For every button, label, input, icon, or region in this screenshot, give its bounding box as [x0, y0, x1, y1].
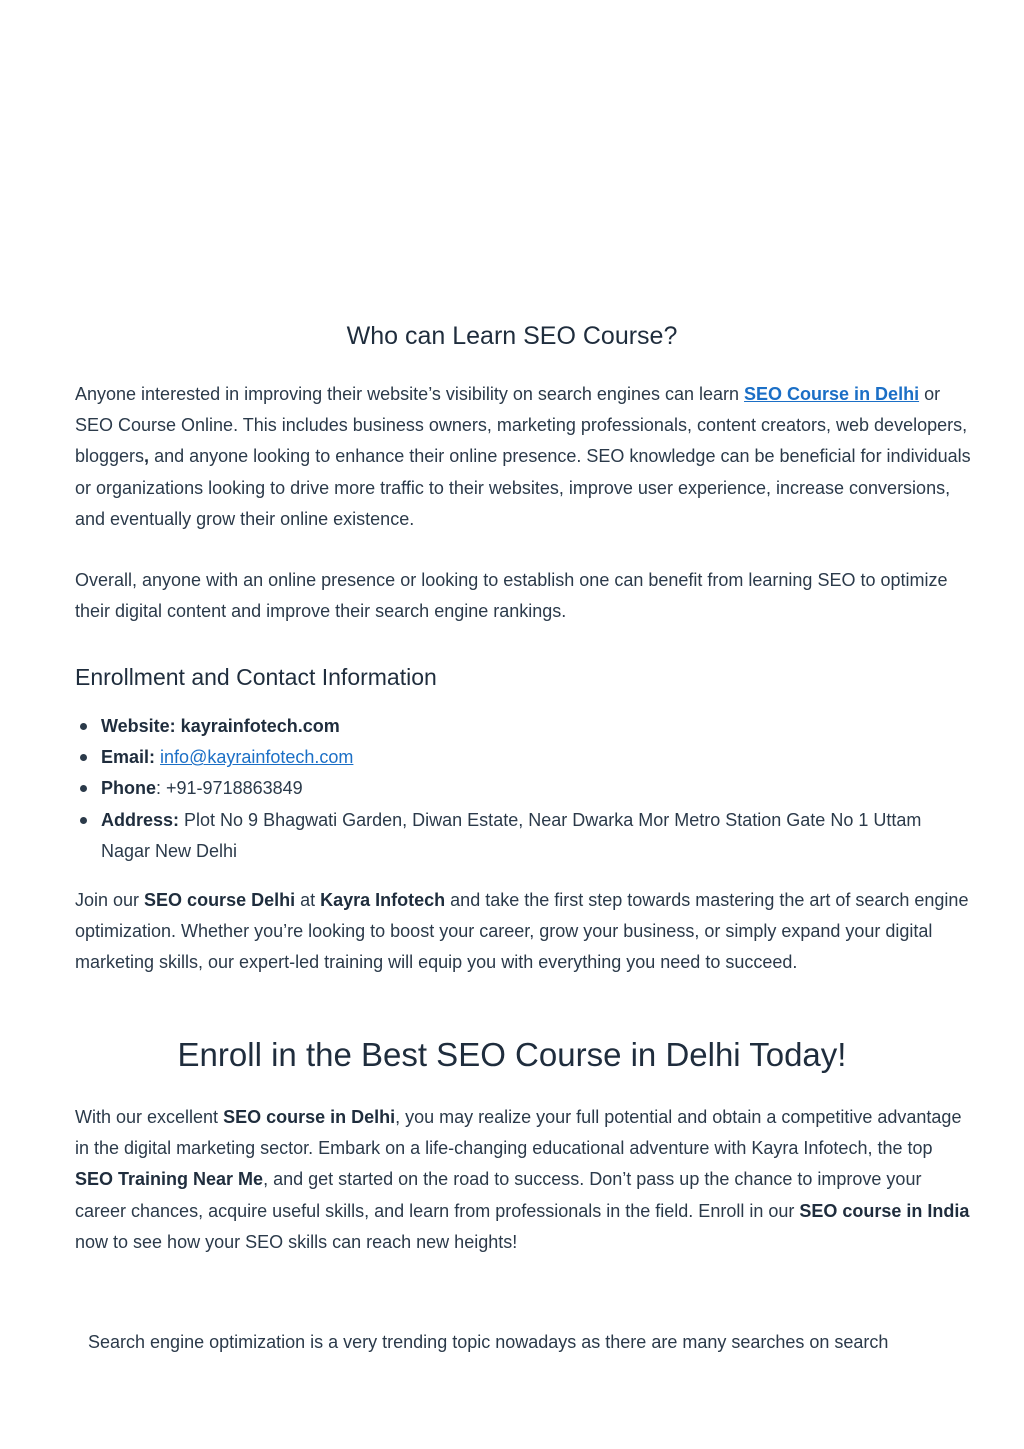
- join-bold-course: SEO course Delhi: [144, 890, 296, 910]
- enroll-bold-2: SEO Training Near Me: [75, 1169, 264, 1190]
- enrollment-heading: Enrollment and Contact Information: [75, 664, 437, 690]
- who-can-learn-heading: Who can Learn SEO Course?: [346, 322, 678, 350]
- address-label: Address:: [101, 809, 180, 830]
- phone-label: Phone: [101, 778, 157, 799]
- p1-text-end: and anyone looking to enhance their online presence. SEO knowledge can be beneficial for individuals or organizations looking to drive more traffic to their websites, improve user experience, increase conversions, and eventually grow their online existence.: [75, 446, 971, 529]
- join-text-start: Join our: [75, 890, 145, 910]
- bullet-icon: [80, 754, 87, 761]
- seo-course-delhi-link[interactable]: SEO Course in Delhi: [744, 384, 920, 404]
- bullet-icon: [80, 785, 87, 792]
- enroll-text-1: With our excellent: [75, 1107, 224, 1127]
- email-label: Email:: [101, 747, 156, 768]
- join-bold-company: Kayra Infotech: [320, 890, 446, 910]
- p1-text-start: Anyone interested in improving their website’s visibility on search engines can learn: [75, 384, 745, 404]
- enroll-bold-3: SEO course in India: [799, 1200, 970, 1221]
- bullet-icon: [80, 723, 87, 730]
- enroll-text-4: now to see how your SEO skills can reach new heights!: [75, 1231, 518, 1252]
- enroll-today-heading: Enroll in the Best SEO Course in Delhi Today!: [177, 1036, 847, 1073]
- list-item-email: [75, 742, 975, 773]
- list-item-address: [75, 805, 975, 867]
- enroll-bold-1: SEO course in Delhi: [223, 1107, 396, 1127]
- phone-value: : +91-9718863849: [156, 778, 303, 799]
- overall-paragraph: Overall, anyone with an online presence or looking to establish one can benefit from learning SEO to optimize their digital content and improve their search engine rankings.: [75, 570, 948, 622]
- p1-bold-comma: ,: [144, 446, 150, 467]
- p1-text-middle: or SEO Course Online. This includes business owners, marketing professionals, content creators, web developers, bloggers: [75, 384, 968, 467]
- who-can-learn-paragraph: [75, 379, 975, 535]
- address-value: Plot No 9 Bhagwati Garden, Diwan Estate, Near Dwarka Mor Metro Station Gate No 1 Uttam Nagar New Delhi: [101, 809, 922, 861]
- website-label: Website: kayrainfotech.com: [101, 716, 340, 736]
- list-item-website: [75, 711, 975, 742]
- email-link[interactable]: info@kayrainfotech.com: [160, 747, 354, 768]
- footer-paragraph: Search engine optimization is a very trending topic nowadays as there are many searches on search: [88, 1332, 889, 1352]
- join-text-at: at: [295, 890, 321, 910]
- enroll-text-3: , and get started on the road to success. Don’t pass up the chance to improve your career chances, acquire useful skills, and learn from professionals in the field. Enroll in our: [75, 1169, 922, 1221]
- contact-list: [75, 711, 975, 867]
- enroll-today-paragraph: [75, 1102, 975, 1258]
- join-text-end: and take the first step towards mastering the art of search engine optimization. Whether you’re looking to boost your career, grow your business, or simply expand your digital marketing skills, our expert-led training will equip you with everything you need to succeed.: [75, 890, 969, 973]
- list-item-phone: [75, 773, 975, 804]
- enroll-text-2: , you may realize your full potential and obtain a competitive advantage in the digital marketing sector. Embark on a life-changing educational adventure with Kayra Infotech, the top: [75, 1107, 962, 1159]
- join-paragraph: [75, 885, 975, 979]
- bullet-icon: [80, 817, 87, 824]
